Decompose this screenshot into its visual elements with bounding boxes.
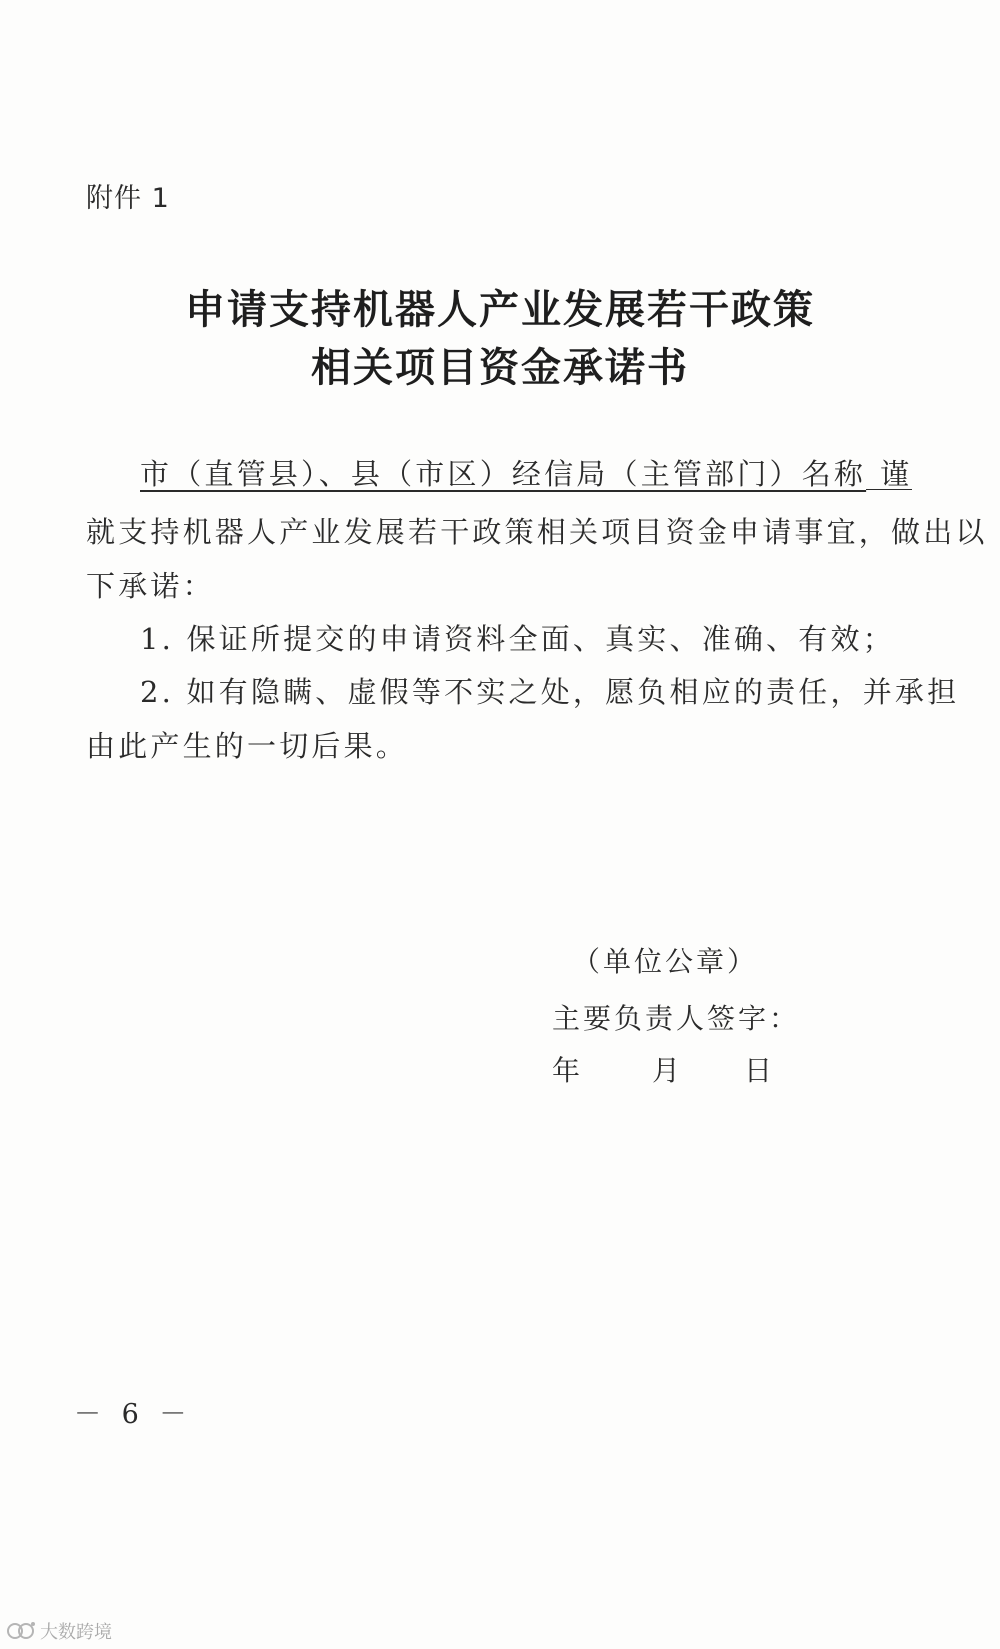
document-title-line-1: 申请支持机器人产业发展若干政策: [185, 286, 815, 333]
unit-seal-label: （单位公章）: [572, 945, 759, 978]
document-title-line-2: 相关项目资金承诺书: [311, 344, 689, 391]
addressee-tail: 谨: [880, 457, 910, 491]
intro-line-2: 下承诺：: [86, 569, 215, 603]
commitment-item-1: 1. 保证所提交的申请资料全面、真实、准确、有效；: [140, 622, 895, 656]
addressee-name: 市（直管县）、县（市区）经信局（主管部门）名称: [140, 457, 867, 491]
attachment-label: 附件 1: [86, 183, 170, 214]
signer-label: 主要负责人签字：: [552, 1002, 801, 1035]
date-year-label: 年: [552, 1054, 584, 1087]
page-number: － 6 －: [74, 1399, 193, 1430]
commitment-item-2-line-2: 由此产生的一切后果。: [86, 729, 409, 763]
date-line: [552, 1049, 775, 1089]
date-day-label: 日: [744, 1054, 776, 1087]
commitment-item-2-line-1: 2. 如有隐瞒、虚假等不实之处，愿负相应的责任，并承担: [140, 675, 960, 709]
watermark-logo-icon: [6, 1620, 36, 1642]
watermark: [6, 1618, 112, 1644]
addressee-line: [140, 452, 912, 493]
intro-line-1: 就支持机器人产业发展若干政策相关项目资金申请事宜，做出以: [86, 515, 988, 549]
watermark-text: 大数跨境: [40, 1622, 112, 1643]
date-month-label: 月: [652, 1054, 684, 1087]
